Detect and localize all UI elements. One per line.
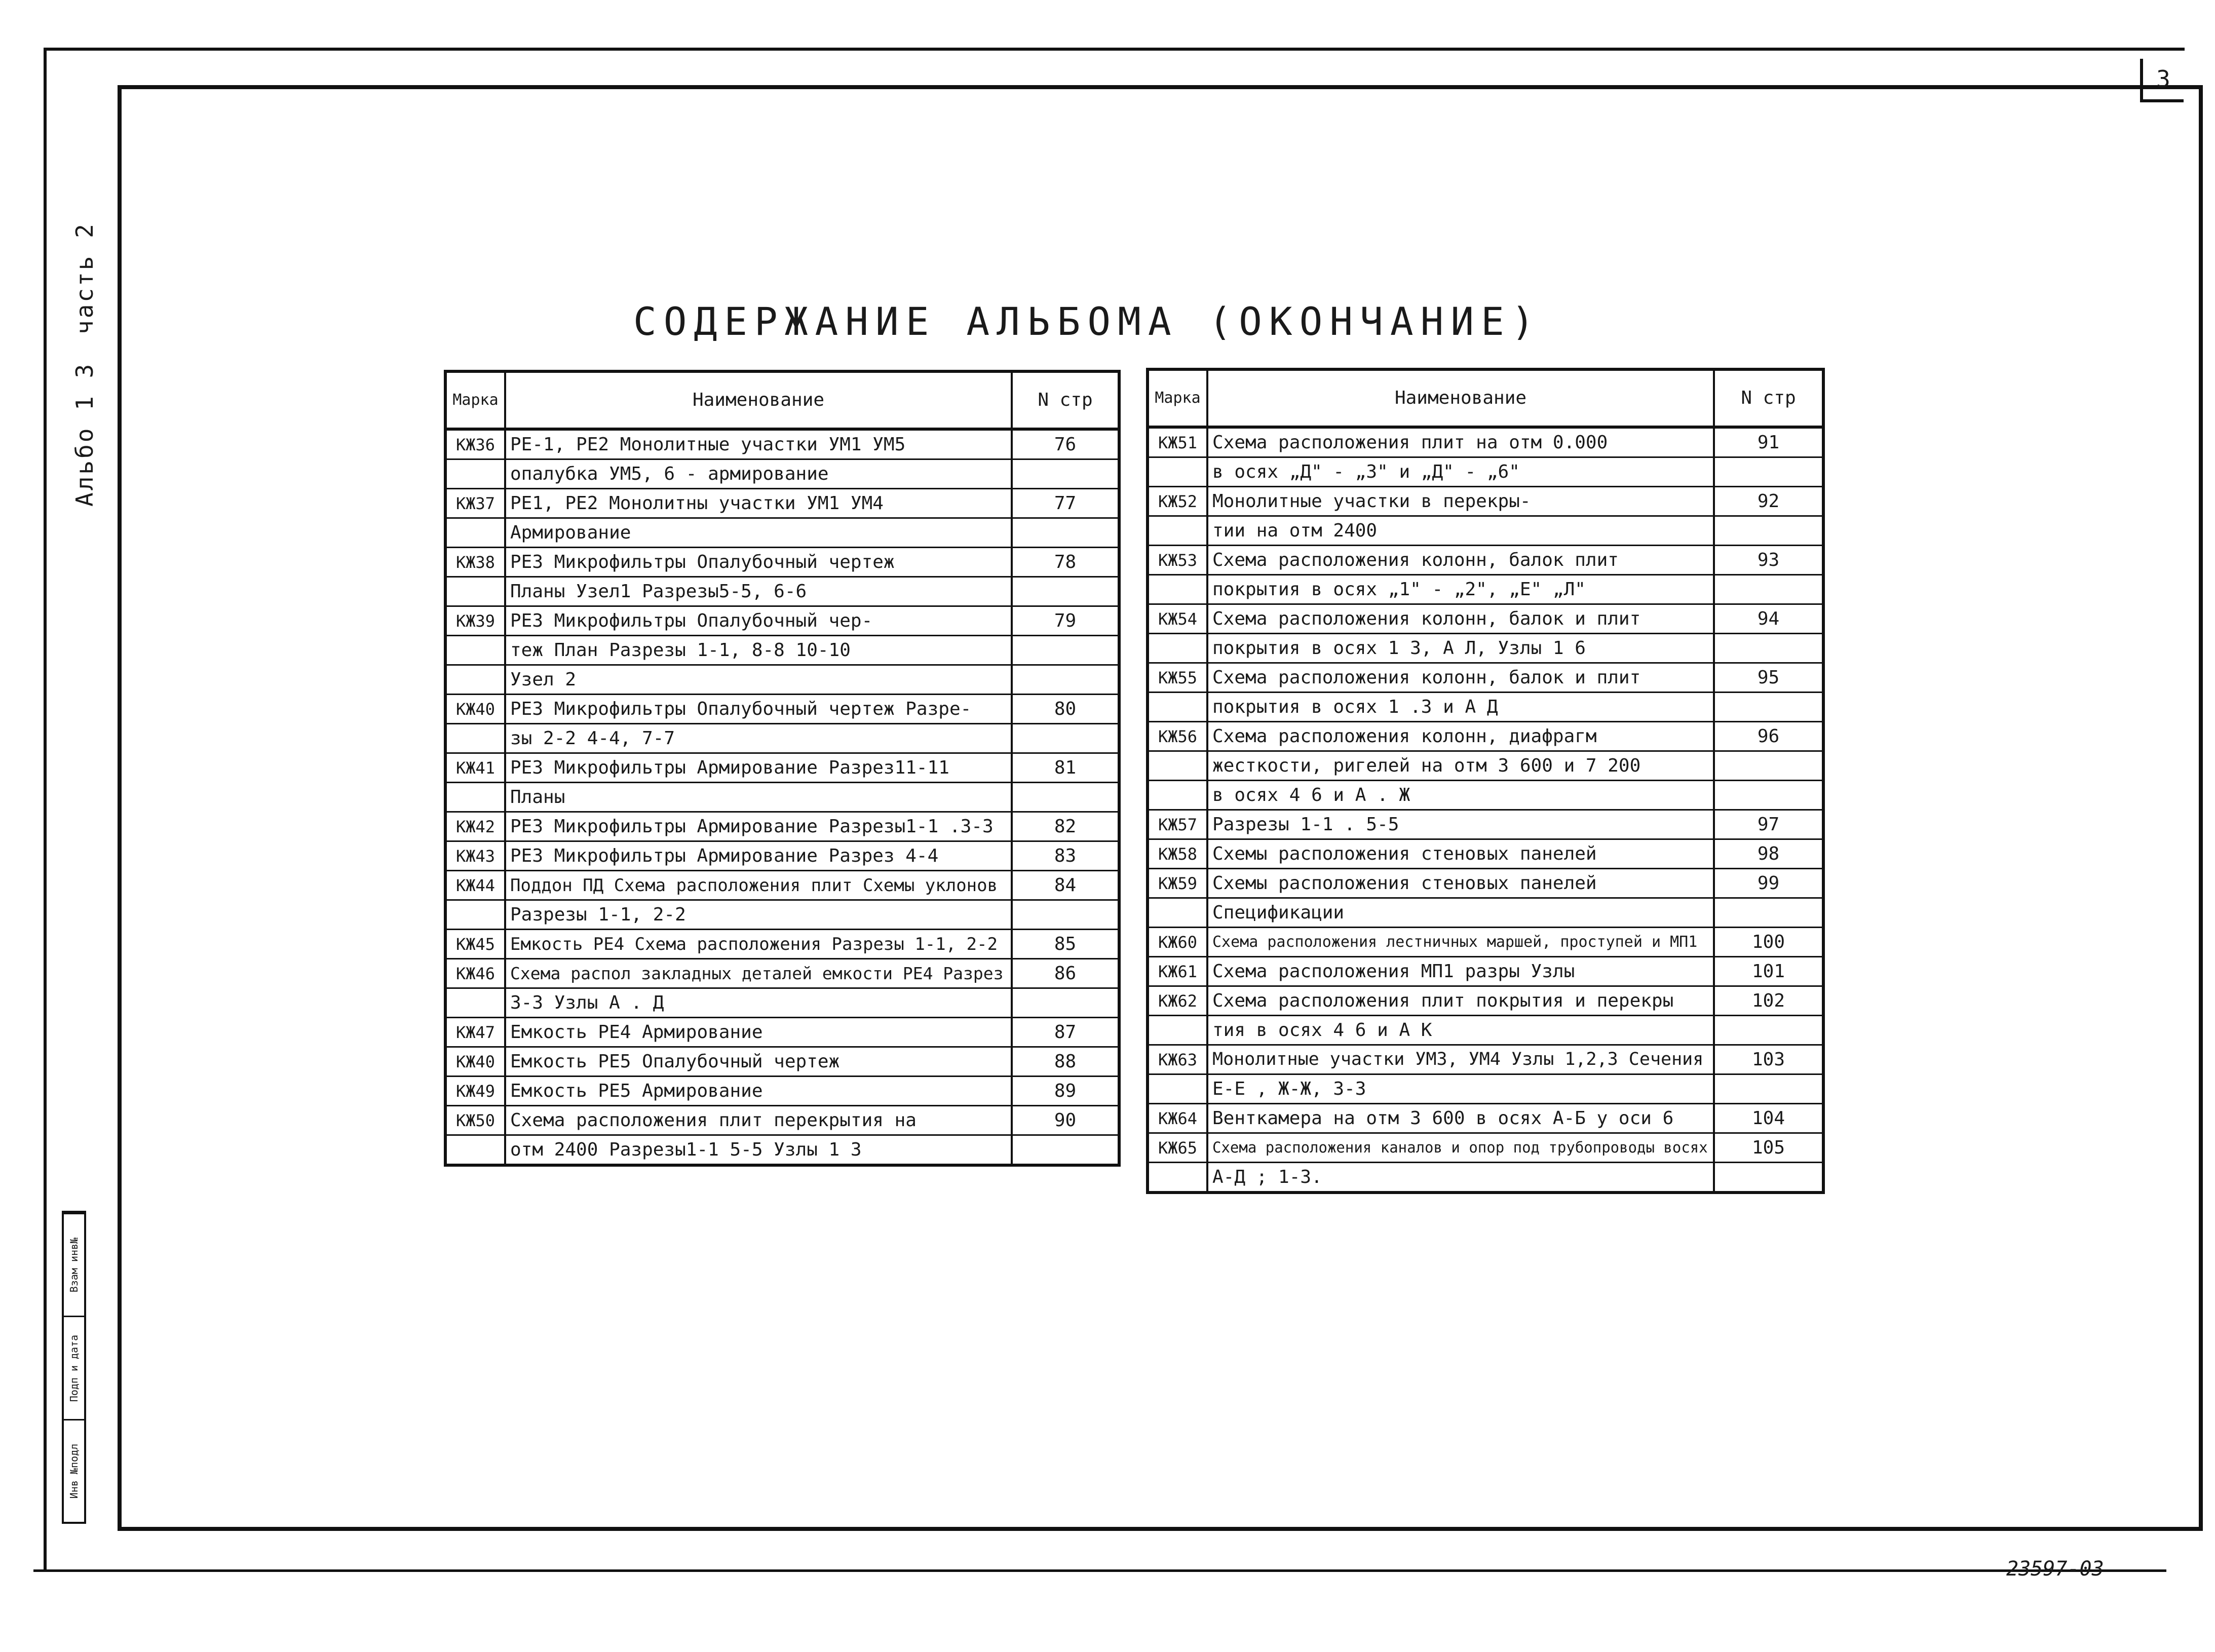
name-cell: Поддон ПД Схема расположения плит Схемы уклонов — [505, 871, 1012, 900]
mark-cell — [445, 1135, 505, 1166]
name-cell: Е-Е , Ж-Ж, 3-3 — [1207, 1074, 1714, 1104]
page-cell — [1714, 634, 1823, 663]
name-cell: Разрезы 1-1 . 5-5 — [1207, 810, 1714, 839]
name-cell: Армирование — [505, 518, 1012, 548]
mark-cell — [445, 724, 505, 753]
name-cell: Монолитные участки в перекры- — [1207, 487, 1714, 516]
page-cell — [1012, 988, 1119, 1018]
page-cell — [1012, 518, 1119, 548]
page-cell: 105 — [1714, 1133, 1823, 1163]
name-cell: Емкость РЕ4 Схема расположения Разрезы 1-1, 2-2 — [505, 930, 1012, 959]
header-name: Наименование — [1207, 369, 1714, 427]
page-cell: 94 — [1714, 604, 1823, 634]
page-cell — [1714, 898, 1823, 928]
page-cell — [1714, 1074, 1823, 1104]
page-cell — [1012, 636, 1119, 665]
table-row — [445, 871, 1119, 900]
page-cell: 81 — [1012, 753, 1119, 783]
mark-cell: КЖ37 — [445, 489, 505, 518]
page-cell: 99 — [1714, 869, 1823, 898]
mark-cell: КЖ41 — [445, 753, 505, 783]
mark-cell — [1148, 1016, 1207, 1045]
mark-cell: КЖ53 — [1148, 546, 1207, 575]
page-cell: 83 — [1012, 841, 1119, 871]
name-cell: РЕ3 Микрофильтры Опалубочный чертеж Разре- — [505, 695, 1012, 724]
page-cell: 78 — [1012, 548, 1119, 577]
page-cell — [1012, 783, 1119, 812]
name-cell: РЕ3 Микрофильтры Армирование Разрез11-11 — [505, 753, 1012, 783]
mark-cell: КЖ57 — [1148, 810, 1207, 839]
page-cell: 98 — [1714, 839, 1823, 869]
header-page: N стр — [1714, 369, 1823, 427]
name-cell: в осях 4 6 и А . Ж — [1207, 781, 1714, 810]
mark-cell: КЖ58 — [1148, 839, 1207, 869]
name-cell: РЕ3 Микрофильтры Армирование Разрезы1-1 .3-3 — [505, 812, 1012, 841]
page-cell — [1714, 751, 1823, 781]
name-cell: тия в осях 4 6 и А К — [1207, 1016, 1714, 1045]
page-cell — [1012, 577, 1119, 606]
mark-cell: КЖ39 — [445, 606, 505, 636]
page-cell: 85 — [1012, 930, 1119, 959]
page-cell: 101 — [1714, 957, 1823, 986]
name-cell: покрытия в осях „1" - „2", „Е" „Л" — [1207, 575, 1714, 604]
name-cell: Спецификации — [1207, 898, 1714, 928]
mark-cell — [1148, 1163, 1207, 1193]
table-row — [1148, 898, 1823, 928]
table-header — [1148, 369, 1823, 427]
name-cell: Схема расположения колонн, балок и плит — [1207, 663, 1714, 693]
name-cell: Схема расположения колонн, диафрагм — [1207, 722, 1714, 751]
page-cell: 92 — [1714, 487, 1823, 516]
table-row — [1148, 1045, 1823, 1074]
name-cell: Схема расположения плит покрытия и перекры — [1207, 986, 1714, 1016]
name-cell: РЕ1, РЕ2 Монолитны участки УМ1 УМ4 — [505, 489, 1012, 518]
mark-cell: КЖ44 — [445, 871, 505, 900]
table-row — [1148, 516, 1823, 546]
name-cell: Емкость РЕ4 Армирование — [505, 1018, 1012, 1047]
contents-table-left — [444, 370, 1121, 1167]
page-cell — [1714, 1016, 1823, 1045]
table-row — [445, 812, 1119, 841]
mark-cell — [1148, 898, 1207, 928]
page-cell: 91 — [1714, 427, 1823, 457]
page-cell: 93 — [1714, 546, 1823, 575]
table-row — [445, 459, 1119, 489]
page-cell — [1012, 1135, 1119, 1166]
table-row — [445, 1135, 1119, 1166]
mark-cell — [445, 459, 505, 489]
table-row — [445, 1106, 1119, 1135]
mark-cell: КЖ62 — [1148, 986, 1207, 1016]
mark-cell — [1148, 634, 1207, 663]
mark-cell: КЖ54 — [1148, 604, 1207, 634]
table-header — [445, 371, 1119, 429]
page-cell — [1714, 781, 1823, 810]
name-cell: покрытия в осях 1 .3 и А Д — [1207, 693, 1714, 722]
table-row — [445, 548, 1119, 577]
mark-cell: КЖ56 — [1148, 722, 1207, 751]
table-row — [445, 1077, 1119, 1106]
page-cell: 97 — [1714, 810, 1823, 839]
mark-cell — [445, 900, 505, 930]
page-cell: 79 — [1012, 606, 1119, 636]
table-row — [445, 665, 1119, 695]
table-row — [1148, 751, 1823, 781]
name-cell: Схема расположения колонн, балок и плит — [1207, 604, 1714, 634]
table-row — [445, 489, 1119, 518]
header-mark: Марка — [445, 371, 505, 429]
bottom-rule — [33, 1569, 2166, 1572]
table-row — [1148, 604, 1823, 634]
page-cell: 102 — [1714, 986, 1823, 1016]
page-cell: 76 — [1012, 429, 1119, 459]
mark-cell — [445, 636, 505, 665]
page-cell: 77 — [1012, 489, 1119, 518]
page-cell: 87 — [1012, 1018, 1119, 1047]
mark-cell: КЖ50 — [445, 1106, 505, 1135]
mark-cell — [1148, 516, 1207, 546]
name-cell: Схема расположения лестничных маршей, проступей и МП1 — [1207, 928, 1714, 957]
mark-cell: КЖ49 — [445, 1077, 505, 1106]
stamp-cell: Инв №подл — [64, 1419, 84, 1522]
page-cell: 84 — [1012, 871, 1119, 900]
page-cell: 90 — [1012, 1106, 1119, 1135]
page-cell: 100 — [1714, 928, 1823, 957]
page-cell: 82 — [1012, 812, 1119, 841]
document-number: 23597-03 — [2006, 1557, 2104, 1581]
name-cell: Схема расположения каналов и опор под трубопроводы восях — [1207, 1133, 1714, 1163]
mark-cell — [445, 518, 505, 548]
mark-cell: КЖ55 — [1148, 663, 1207, 693]
stamp-cell: Подп и дата — [64, 1316, 84, 1418]
name-cell: РЕ-1, РЕ2 Монолитные участки УМ1 УМ5 — [505, 429, 1012, 459]
name-cell: Разрезы 1-1, 2-2 — [505, 900, 1012, 930]
mark-cell: КЖ47 — [445, 1018, 505, 1047]
mark-cell: КЖ36 — [445, 429, 505, 459]
page-cell: 86 — [1012, 959, 1119, 988]
name-cell: зы 2-2 4-4, 7-7 — [505, 724, 1012, 753]
table-row — [445, 577, 1119, 606]
mark-cell — [1148, 457, 1207, 487]
mark-cell: КЖ52 — [1148, 487, 1207, 516]
table-row — [1148, 869, 1823, 898]
mark-cell: КЖ38 — [445, 548, 505, 577]
name-cell: Схема расположения плит на отм 0.000 — [1207, 427, 1714, 457]
approval-stamp — [62, 1211, 86, 1524]
name-cell: Схема расположения колонн, балок плит — [1207, 546, 1714, 575]
page-cell — [1714, 516, 1823, 546]
table-row — [1148, 1104, 1823, 1133]
page-cell — [1714, 693, 1823, 722]
table-row — [1148, 546, 1823, 575]
mark-cell — [445, 665, 505, 695]
name-cell: теж План Разрезы 1-1, 8-8 10-10 — [505, 636, 1012, 665]
mark-cell — [1148, 575, 1207, 604]
header-page: N стр — [1012, 371, 1119, 429]
name-cell: Узел 2 — [505, 665, 1012, 695]
mark-cell — [445, 577, 505, 606]
table-row — [445, 1018, 1119, 1047]
table-row — [445, 606, 1119, 636]
name-cell: 3-3 Узлы А . Д — [505, 988, 1012, 1018]
header-mark: Марка — [1148, 369, 1207, 427]
name-cell: Планы Узел1 Разрезы5-5, 6-6 — [505, 577, 1012, 606]
name-cell: в осях „Д" - „3" и „Д" - „6" — [1207, 457, 1714, 487]
table-row — [1148, 427, 1823, 457]
name-cell: Схема распол закладных деталей емкости РЕ4 Разрез — [505, 959, 1012, 988]
table-row — [1148, 781, 1823, 810]
table-row — [445, 724, 1119, 753]
page-cell: 104 — [1714, 1104, 1823, 1133]
table-row — [1148, 986, 1823, 1016]
mark-cell: КЖ40 — [445, 1047, 505, 1077]
table-row — [1148, 810, 1823, 839]
name-cell: А-Д ; 1-3. — [1207, 1163, 1714, 1193]
table-row — [1148, 1133, 1823, 1163]
name-cell: Схемы расположения стеновых панелей — [1207, 869, 1714, 898]
mark-cell — [445, 988, 505, 1018]
page-cell: 88 — [1012, 1047, 1119, 1077]
table-row — [1148, 839, 1823, 869]
page-cell: 95 — [1714, 663, 1823, 693]
table-row — [445, 518, 1119, 548]
stamp-cell: Взам инв№ — [64, 1213, 84, 1316]
table-row — [445, 429, 1119, 459]
mark-cell: КЖ40 — [445, 695, 505, 724]
mark-cell — [1148, 781, 1207, 810]
name-cell: опалубка УМ5, 6 - армирование — [505, 459, 1012, 489]
name-cell: РЕ3 Микрофильтры Опалубочный чертеж — [505, 548, 1012, 577]
mark-cell — [1148, 751, 1207, 781]
mark-cell — [1148, 693, 1207, 722]
sheet-number: 3 — [2156, 65, 2170, 93]
mark-cell: КЖ42 — [445, 812, 505, 841]
name-cell: Монолитные участки УМ3, УМ4 Узлы 1,2,3 Сечения — [1207, 1045, 1714, 1074]
mark-cell — [1148, 1074, 1207, 1104]
mark-cell: КЖ60 — [1148, 928, 1207, 957]
page-cell: 96 — [1714, 722, 1823, 751]
page-cell: 89 — [1012, 1077, 1119, 1106]
table-row — [1148, 1163, 1823, 1193]
side-label-part: часть 2 — [71, 222, 98, 334]
table-row — [445, 783, 1119, 812]
table-row — [1148, 663, 1823, 693]
mark-cell: КЖ64 — [1148, 1104, 1207, 1133]
page-cell — [1714, 457, 1823, 487]
dashed-line — [638, 1569, 1023, 1572]
table-row — [1148, 928, 1823, 957]
page-cell — [1714, 575, 1823, 604]
table-row — [1148, 575, 1823, 604]
name-cell: отм 2400 Разрезы1-1 5-5 Узлы 1 3 — [505, 1135, 1012, 1166]
name-cell: РЕ3 Микрофильтры Опалубочный чер- — [505, 606, 1012, 636]
sheet-number-box — [2140, 59, 2184, 102]
table-row — [445, 695, 1119, 724]
table-row — [1148, 693, 1823, 722]
table-row — [445, 988, 1119, 1018]
name-cell: Схема расположения МП1 разры Узлы — [1207, 957, 1714, 986]
contents-table-right — [1146, 368, 1825, 1194]
name-cell: Планы — [505, 783, 1012, 812]
name-cell: тии на отм 2400 — [1207, 516, 1714, 546]
page-cell — [1012, 724, 1119, 753]
mark-cell — [445, 783, 505, 812]
mark-cell: КЖ65 — [1148, 1133, 1207, 1163]
table-row — [445, 900, 1119, 930]
name-cell: Схема расположения плит перекрытия на — [505, 1106, 1012, 1135]
table-row — [445, 841, 1119, 871]
page-cell: 103 — [1714, 1045, 1823, 1074]
name-cell: Схемы расположения стеновых панелей — [1207, 839, 1714, 869]
mark-cell: КЖ45 — [445, 930, 505, 959]
mark-cell: КЖ61 — [1148, 957, 1207, 986]
page-cell — [1012, 459, 1119, 489]
page-cell — [1012, 665, 1119, 695]
table-row — [1148, 634, 1823, 663]
page-cell: 80 — [1012, 695, 1119, 724]
table-row — [445, 959, 1119, 988]
table-row — [1148, 457, 1823, 487]
table-row — [1148, 487, 1823, 516]
table-row — [1148, 1016, 1823, 1045]
header-name: Наименование — [505, 371, 1012, 429]
mark-cell: КЖ46 — [445, 959, 505, 988]
table-row — [445, 930, 1119, 959]
table-row — [1148, 722, 1823, 751]
name-cell: Емкость РЕ5 Армирование — [505, 1077, 1012, 1106]
name-cell: покрытия в осях 1 3, А Л, Узлы 1 6 — [1207, 634, 1714, 663]
table-row — [445, 753, 1119, 783]
mark-cell: КЖ43 — [445, 841, 505, 871]
table-row — [445, 1047, 1119, 1077]
mark-cell: КЖ51 — [1148, 427, 1207, 457]
mark-cell: КЖ63 — [1148, 1045, 1207, 1074]
mark-cell: КЖ59 — [1148, 869, 1207, 898]
name-cell: Венткамера на отм 3 600 в осях А-Б у оси 6 — [1207, 1104, 1714, 1133]
table-row — [1148, 1074, 1823, 1104]
page-cell — [1012, 900, 1119, 930]
name-cell: РЕ3 Микрофильтры Армирование Разрез 4-4 — [505, 841, 1012, 871]
table-row — [1148, 957, 1823, 986]
name-cell: жесткости, ригелей на отм 3 600 и 7 200 — [1207, 751, 1714, 781]
name-cell: Емкость РЕ5 Опалубочный чертеж — [505, 1047, 1012, 1077]
side-label-album: Альбо 1 3 — [71, 362, 98, 507]
page-cell — [1714, 1163, 1823, 1193]
table-row — [445, 636, 1119, 665]
page-title: СОДЕРЖАНИЕ АЛЬБОМА (ОКОНЧАНИЕ) — [633, 299, 1542, 344]
